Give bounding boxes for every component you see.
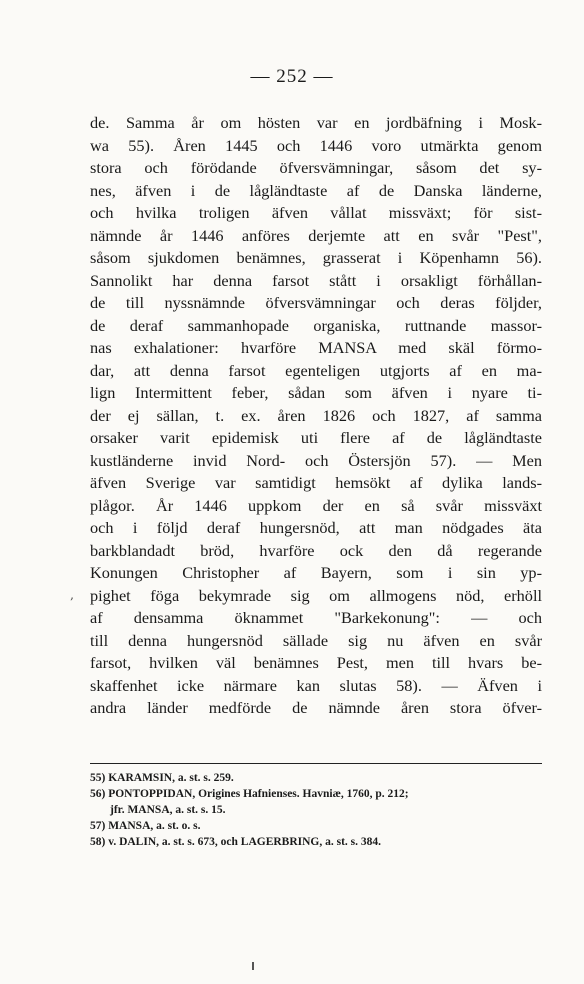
text-line: stora och förödande öfversvämningar, såsom det sy- <box>90 158 542 177</box>
text-line: pighet föga bekymrade sig om allmogens nöd, erhöll <box>90 585 542 605</box>
footnote: jfr. MANSA, a. st. s. 15. <box>110 804 226 816</box>
text-line: äfven Sverige var samtidigt hemsökt af dylika lands- <box>90 473 542 492</box>
text-line: nämnde år 1446 anföres derjemte att en svår "Pest", <box>90 225 542 245</box>
bottom-margin-mark <box>252 962 254 970</box>
text-line: plågor. År 1446 uppkom der en så svår missväxt <box>90 495 542 515</box>
text-line: orsaker varit epidemisk uti flere af de lågländtaste <box>90 428 542 447</box>
text-line: kustländerne invid Nord- och Östersjön 57). — Men <box>90 450 542 470</box>
footnote: 55) KARAMSIN, a. st. s. 259. <box>90 772 234 784</box>
text-line: de. Samma år om hösten var en jordbäfning i Mosk- <box>90 113 542 132</box>
text-line: der ej sällan, t. ex. åren 1826 och 1827, af samma <box>90 405 542 425</box>
text-line: farsot, hvilken väl benämnes Pest, men till hvars be- <box>90 653 542 672</box>
text-line: nas exhalationer: hvarföre MANSA med skäl förmo- <box>90 338 542 357</box>
text-line: wa 55). Åren 1445 och 1446 voro utmärkta genom <box>90 135 542 155</box>
text-line: såsom sjukdomen benämnes, grasserat i Köpenhamn 56). <box>90 248 542 267</box>
text-line: af densamma öknammet "Barkekonung": — och <box>90 608 542 627</box>
text-line: Sannolikt har denna farsot stått i orsakligt förhållan- <box>90 270 542 290</box>
footnotes <box>90 770 542 850</box>
text-line: och hvilka troligen äfven vållat missväxt; för sist- <box>90 203 542 222</box>
text-line: de deraf sammanhopade organiska, ruttnande massor- <box>90 315 542 335</box>
margin-mark: ‚ <box>70 588 74 602</box>
footnote: 58) v. DALIN, a. st. s. 673, och LAGERBRING, a. st. s. 384. <box>90 836 382 848</box>
text-line: de till nyssnämnde öfversvämningar och deras följder, <box>90 293 542 312</box>
text-line: nes, äfven i de lågländtaste af de Danska länderne, <box>90 180 542 200</box>
text-line: Konungen Christopher af Bayern, som i sin yp- <box>90 563 542 582</box>
page-header: — 252 — <box>250 66 334 87</box>
footnote: 56) PONTOPPIDAN, Origines Hafnienses. Havniæ, 1760, p. 212; <box>90 788 409 800</box>
text-line: dar, att denna farsot egenteligen utgjorts af en ma- <box>90 360 542 380</box>
footnote: 57) MANSA, a. st. o. s. <box>90 820 201 832</box>
text-line: skaffenhet icke närmare kan slutas 58). — Äfven i <box>90 675 542 695</box>
text-line: och i följd deraf hungersnöd, att man nödgades äta <box>90 518 542 537</box>
text-line: lign Intermittent feber, sådan som äfven i nyare ti- <box>90 383 542 402</box>
text-line: barkblandadt bröd, hvarföre ock den då regerande <box>90 540 542 560</box>
body-text <box>90 112 542 720</box>
text-line: andra länder medförde de nämnde åren stora öfver- <box>90 698 542 717</box>
footnote-divider <box>90 763 542 764</box>
text-line: till denna hungersnöd sällade sig nu äfven en svår <box>90 630 542 650</box>
